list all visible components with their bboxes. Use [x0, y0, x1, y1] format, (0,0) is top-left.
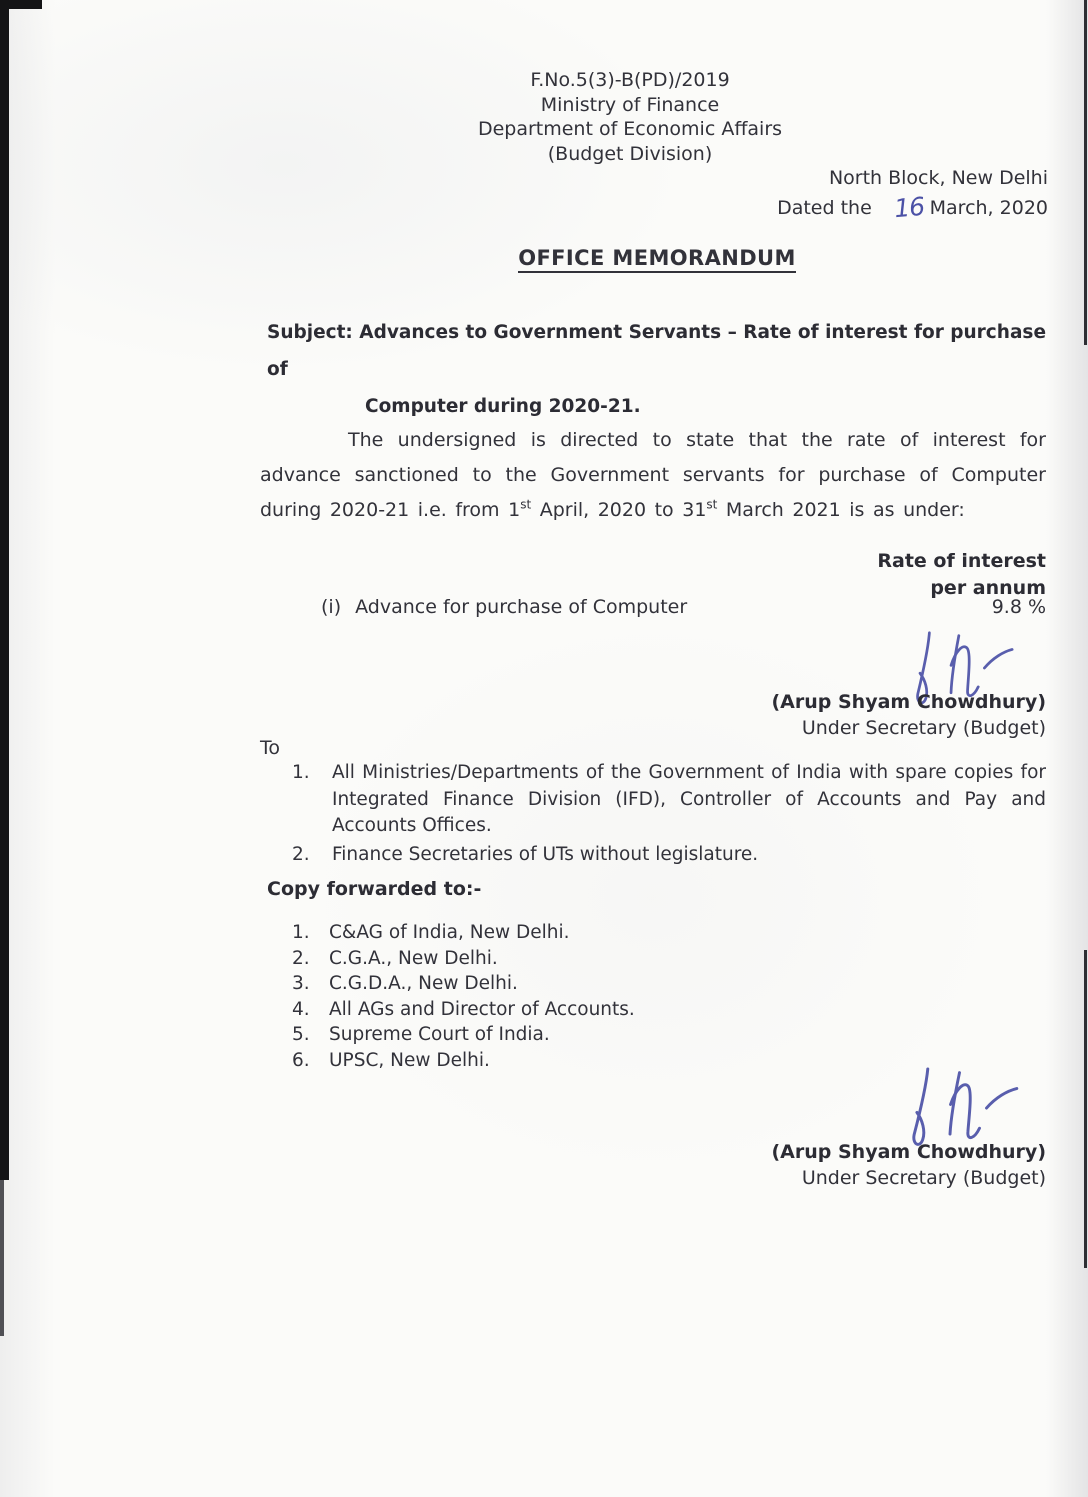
- to-list-item: [292, 760, 1046, 840]
- to-item-text: Finance Secretaries of UTs without legislature.: [332, 843, 759, 865]
- scan-artifact-top-left-mark: [0, 0, 42, 9]
- to-label: To: [260, 737, 281, 759]
- rate-header-line-1: Rate of interest: [877, 550, 1046, 572]
- date-rest: March, 2020: [929, 197, 1048, 219]
- file-number: F.No.5(3)-B(PD)/2019: [530, 69, 730, 91]
- copy-list-item: [292, 920, 892, 946]
- memo-title-text: OFFICE MEMORANDUM: [518, 246, 796, 273]
- copy-item-number: 1.: [292, 922, 310, 943]
- body-text-part-2: April, 2020 to 31: [531, 499, 707, 521]
- date-line: [260, 192, 1048, 222]
- copy-item-text: C&AG of India, New Delhi.: [329, 922, 570, 943]
- rate-item-text: Advance for purchase of Computer: [355, 596, 688, 618]
- scan-artifact-left-bar-tail: [0, 1180, 4, 1336]
- subject-line-2: Computer during 2020-21.: [365, 396, 641, 417]
- copy-item-number: 2.: [292, 947, 310, 969]
- date-prefix: Dated the: [777, 197, 872, 219]
- handwritten-date-day: 16: [892, 191, 925, 224]
- copy-item-text: C.G.D.A., New Delhi.: [329, 973, 518, 994]
- to-item-number: 2.: [292, 843, 310, 865]
- division-name: (Budget Division): [547, 142, 713, 165]
- memo-title: [260, 246, 1054, 270]
- department-name: Department of Economic Affairs: [477, 118, 783, 140]
- rate-item: [321, 596, 687, 618]
- rate-of-interest-header: [260, 548, 1046, 602]
- scan-artifact-left-bar: [0, 0, 9, 1180]
- to-item-number: 1.: [292, 762, 310, 783]
- copy-list-item: [292, 997, 892, 1023]
- copy-list-item: [292, 1022, 892, 1048]
- place-line: North Block, New Delhi: [828, 167, 1048, 189]
- signatory-title: Under Secretary (Budget): [801, 716, 1046, 739]
- superscript-st-1: st: [520, 497, 532, 512]
- signatory-name: (Arup Shyam Chowdhury): [771, 1141, 1046, 1163]
- to-list: [292, 760, 1046, 870]
- copy-list-item: [292, 1048, 892, 1074]
- signatory-block-1: [260, 690, 1046, 741]
- signatory-title: Under Secretary (Budget): [801, 1166, 1046, 1189]
- rate-header-line-2: per annum: [930, 577, 1046, 599]
- letterhead: [245, 68, 1015, 166]
- subject-block: [267, 314, 1046, 425]
- place-date-block: [260, 165, 1048, 222]
- superscript-st-2: st: [706, 497, 718, 512]
- copy-item-text: C.G.A., New Delhi.: [329, 947, 498, 969]
- rate-item-row: [260, 596, 1046, 618]
- copy-item-number: 4.: [292, 998, 310, 1020]
- copy-list-item: [292, 971, 892, 997]
- to-list-item: [292, 842, 1046, 869]
- body-text-part-3: March 2021 is as under:: [717, 499, 965, 521]
- ministry-name: Ministry of Finance: [540, 93, 720, 116]
- copy-item-number: 3.: [292, 973, 310, 994]
- subject-line-1: Subject: Advances to Government Servants – Rate of interest for purchase of: [267, 322, 1046, 380]
- copy-item-number: 6.: [292, 1049, 310, 1071]
- scan-artifact-right-edge-top: [1084, 0, 1087, 345]
- rate-item-number: (i): [321, 596, 342, 618]
- copy-item-text: UPSC, New Delhi.: [329, 1049, 490, 1071]
- copy-item-text: Supreme Court of India.: [329, 1024, 550, 1045]
- copy-item-text: All AGs and Director of Accounts.: [329, 998, 635, 1020]
- copy-forwarded-list: [292, 920, 892, 1073]
- to-item-text: All Ministries/Departments of the Government of India with spare copies for Integrated Finance Division (IFD), Controller of Accounts and Pay and Accounts Offices.: [332, 762, 1046, 836]
- signatory-block-2: [260, 1140, 1046, 1191]
- rate-item-value: 9.8 %: [991, 596, 1046, 618]
- body-text-part-1: The undersigned is directed to state that the rate of interest for advance sanctioned to the Government servants for purchase of Computer during 2020-21 i.e. from 1: [260, 429, 1046, 521]
- scan-artifact-right-edge-bottom: [1084, 950, 1087, 1268]
- copy-forwarded-label: Copy forwarded to:-: [267, 878, 482, 900]
- signatory-name: (Arup Shyam Chowdhury): [771, 691, 1046, 713]
- body-paragraph: [260, 423, 1046, 528]
- copy-list-item: [292, 946, 892, 972]
- copy-item-number: 5.: [292, 1024, 310, 1045]
